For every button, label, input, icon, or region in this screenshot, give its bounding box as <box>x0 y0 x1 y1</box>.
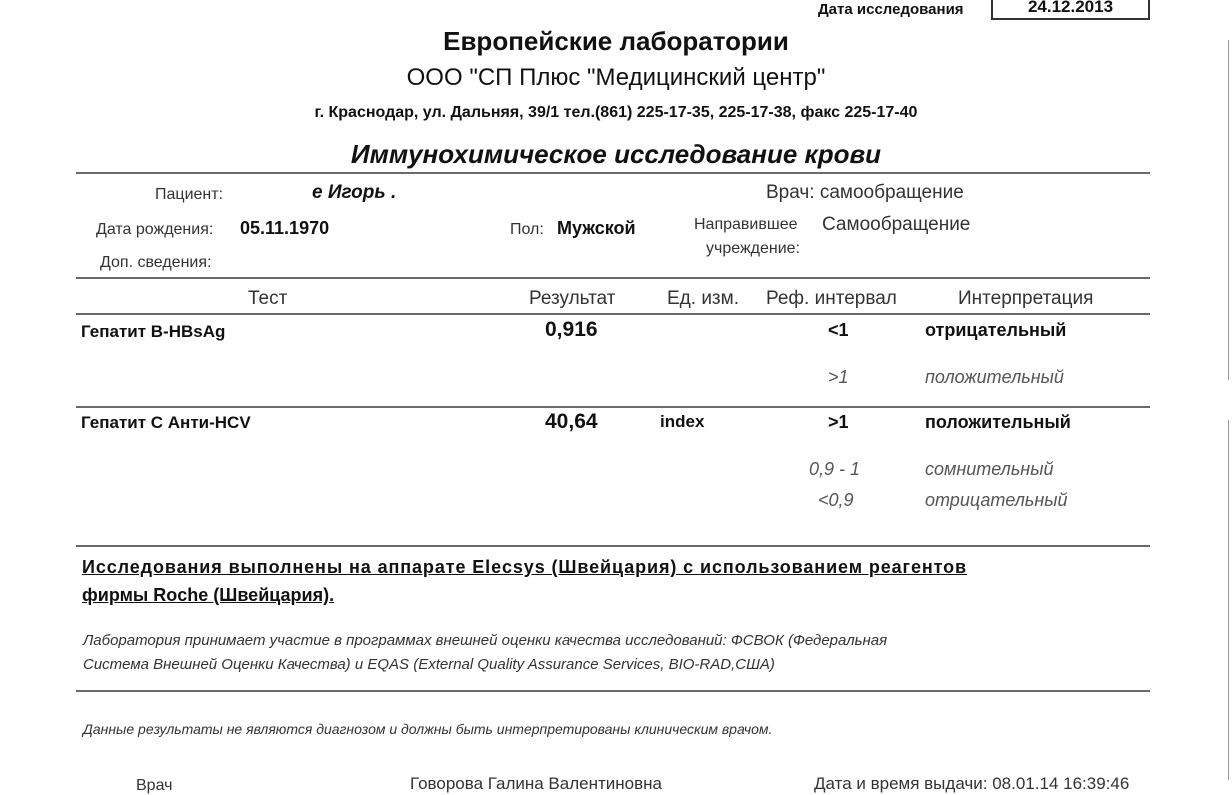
quality-note-line1: Лаборатория принимает участие в программах внешней оценки качества исследований: ФСВОК (Федеральная <box>83 632 888 649</box>
divider-table-bottom <box>76 545 1150 547</box>
footer-doctor-label: Врач <box>136 777 173 794</box>
row-test-name: Гепатит B-HBsAg <box>81 322 226 341</box>
dob-label: Дата рождения: <box>96 221 214 238</box>
divider-row-1 <box>76 406 1150 408</box>
patient-label: Пациент: <box>155 186 224 203</box>
quality-note-line2: Система Внешней Оценки Качества) и EQAS (External Quality Assurance Services, BIO-RAD,США) <box>83 656 775 673</box>
lab-name: Европейские лаборатории <box>443 26 789 56</box>
report-title: Иммунохимическое исследование крови <box>350 139 882 169</box>
footer-doctor-name: Говорова Галина Валентиновна <box>410 774 662 793</box>
referring-value: Самообращение <box>822 214 971 235</box>
referring-label-2: учреждение: <box>706 240 801 257</box>
row-unit: index <box>660 412 705 431</box>
doctor-field <box>766 182 964 204</box>
row-ref-extra: >1 <box>828 367 849 387</box>
row-interp: отрицательный <box>925 320 1067 340</box>
col-header-result: Результат <box>529 288 616 309</box>
sex-value: Мужской <box>557 218 636 238</box>
col-header-interp: Интерпретация <box>958 288 1094 309</box>
divider-notes <box>76 690 1150 692</box>
study-date-label: Дата исследования <box>818 1 964 18</box>
divider-patient <box>76 277 1150 279</box>
row-interp-extra: сомнительный <box>925 459 1054 479</box>
dob-value: 05.11.1970 <box>240 218 330 238</box>
row-interp-extra: отрицательный <box>925 490 1068 510</box>
doctor-field-value: самообращение <box>819 182 964 203</box>
row-interp-extra: положительный <box>925 367 1064 387</box>
row-ref: >1 <box>828 412 849 432</box>
study-date-box <box>991 0 1150 20</box>
sex-label: Пол: <box>510 221 544 238</box>
divider-table-header <box>76 313 1150 315</box>
extra-info-label: Доп. сведения: <box>100 254 212 271</box>
study-date-value: 24.12.2013 <box>1027 0 1114 16</box>
disclaimer: Данные результаты не являются диагнозом и должны быть интерпретированы клиническим врачом. <box>83 721 773 737</box>
lab-address: г. Краснодар, ул. Дальняя, 39/1 тел.(861) 225-17-35, 225-17-38, факс 225-17-40 <box>314 104 918 121</box>
row-ref-extra: <0,9 <box>818 490 854 510</box>
scan-edge-mark <box>1228 420 1229 780</box>
issue-label: Дата и время выдачи: <box>814 774 988 793</box>
col-header-test: Тест <box>248 288 288 309</box>
doctor-field-label: Врач: <box>766 182 815 203</box>
row-test-name: Гепатит С Анти-HCV <box>81 413 251 432</box>
scan-edge-mark <box>1228 40 1229 380</box>
referring-label-1: Направившее <box>694 216 798 233</box>
equipment-note-line1: Исследования выполнены на аппарате Elecsys (Швейцария) с использованием реагентов <box>82 557 967 577</box>
col-header-unit: Ед. изм. <box>667 288 739 309</box>
row-ref-extra: 0,9 - 1 <box>809 459 861 479</box>
row-result: 0,916 <box>545 318 598 341</box>
equipment-note-line2: фирмы Roche (Швейцария). <box>82 585 335 605</box>
footer-issue-datetime <box>814 774 1129 794</box>
issue-value: 08.01.14 16:39:46 <box>992 774 1130 793</box>
col-header-ref: Реф. интервал <box>766 288 897 309</box>
row-result: 40,64 <box>545 410 598 433</box>
row-ref: <1 <box>828 320 849 340</box>
company-name: ООО "СП Плюс "Медицинский центр" <box>406 64 826 91</box>
divider-top <box>76 172 1150 174</box>
patient-name: е Игорь . <box>312 182 397 203</box>
row-interp: положительный <box>925 412 1071 432</box>
